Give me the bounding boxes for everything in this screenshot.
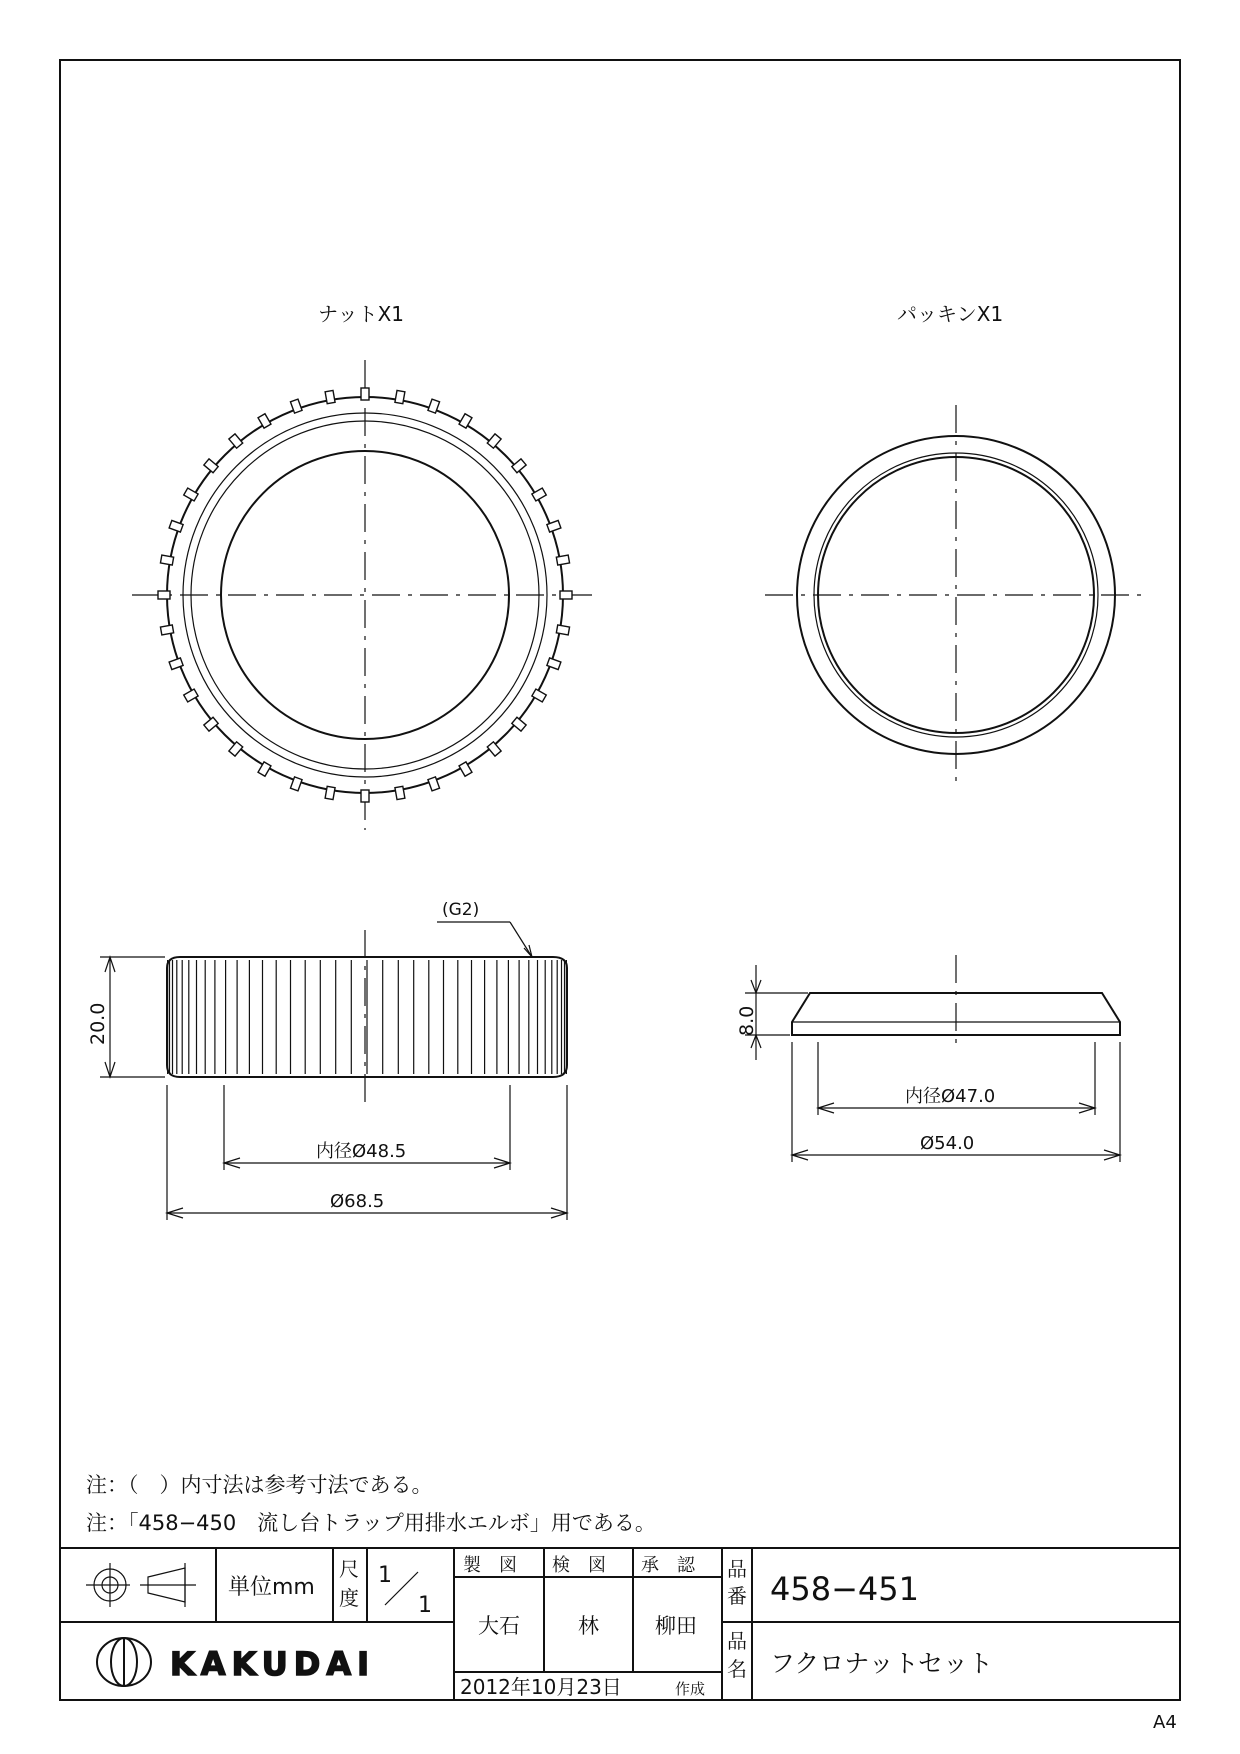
nut-ribs bbox=[168, 960, 567, 1074]
part-number: 458−451 bbox=[770, 1570, 919, 1608]
brand-name: KAKUDAI bbox=[170, 1645, 376, 1683]
scale-denominator: 1 bbox=[418, 1593, 432, 1618]
checked-by: 林 bbox=[578, 1614, 599, 1638]
nut-tooth bbox=[204, 717, 218, 731]
nut-view-label: ナットX1 bbox=[318, 302, 405, 326]
approved-label: 承 認 bbox=[641, 1555, 695, 1576]
scale-numerator: 1 bbox=[378, 1563, 392, 1588]
nut-tooth bbox=[556, 625, 569, 635]
nut-tooth bbox=[532, 689, 546, 702]
nut-tooth bbox=[258, 414, 271, 428]
nut-tooth bbox=[532, 488, 546, 501]
kakudai-logo-icon bbox=[97, 1638, 151, 1686]
packing-top-view bbox=[765, 405, 1148, 785]
nut-tooth bbox=[487, 742, 501, 756]
part-no-label-1: 品 bbox=[727, 1557, 747, 1581]
packing-height-dim: 8.0 bbox=[736, 1005, 758, 1036]
scale-label-2: 度 bbox=[339, 1586, 359, 1610]
nut-tooth bbox=[229, 742, 243, 756]
packing-inner-dim: 内径Ø47.0 bbox=[905, 1086, 996, 1107]
g2-label: (G2) bbox=[442, 900, 480, 920]
created-date: 2012年10月23日 bbox=[460, 1675, 622, 1699]
third-angle-projection-icon bbox=[86, 1563, 196, 1607]
nut-tooth bbox=[487, 434, 501, 448]
nut-inner-dim: 内径Ø48.5 bbox=[316, 1141, 407, 1162]
sheet-border bbox=[60, 60, 1180, 1700]
packing-inner-circle bbox=[818, 457, 1094, 733]
nut-tooth bbox=[325, 786, 335, 799]
nut-top-view bbox=[132, 360, 600, 830]
part-name-label-2: 名 bbox=[727, 1657, 747, 1681]
packing-outer-dim: Ø54.0 bbox=[920, 1133, 975, 1154]
nut-tooth bbox=[204, 459, 218, 473]
nut-tooth bbox=[459, 762, 472, 776]
nut-tooth bbox=[184, 488, 198, 501]
drawn-label: 製 図 bbox=[463, 1555, 517, 1576]
packing-view-label: パッキンX1 bbox=[897, 302, 1004, 326]
nut-tooth bbox=[361, 388, 369, 400]
checked-label: 検 図 bbox=[552, 1555, 606, 1576]
nut-tooth bbox=[512, 459, 526, 473]
nut-tooth bbox=[361, 790, 369, 802]
drawn-by: 大石 bbox=[478, 1614, 520, 1638]
created-label: 作成 bbox=[675, 1680, 706, 1698]
nut-side-view bbox=[100, 922, 567, 1220]
nut-tooth bbox=[229, 434, 243, 448]
nut-tooth bbox=[512, 717, 526, 731]
nut-tooth bbox=[160, 625, 173, 635]
approved-by: 柳田 bbox=[655, 1614, 697, 1638]
nut-tooth bbox=[184, 689, 198, 702]
sheet-size: A4 bbox=[1153, 1712, 1177, 1733]
nut-tooth bbox=[160, 555, 173, 565]
nut-tooth bbox=[325, 390, 335, 403]
scale-label-1: 尺 bbox=[339, 1557, 359, 1581]
note-2: 注：「458−450 流し台トラップ用排水エルボ」用である。 bbox=[86, 1511, 656, 1535]
part-name: フクロナットセット bbox=[770, 1649, 994, 1678]
note-1: 注：（ ）内寸法は参考寸法である。 bbox=[86, 1473, 433, 1497]
nut-tooth bbox=[556, 555, 569, 565]
nut-height-dim: 20.0 bbox=[87, 1002, 109, 1045]
part-name-label-1: 品 bbox=[727, 1629, 747, 1653]
unit-label: 単位mm bbox=[228, 1575, 315, 1600]
nut-tooth bbox=[560, 591, 572, 599]
nut-tooth bbox=[395, 786, 405, 799]
nut-tooth bbox=[158, 591, 170, 599]
nut-tooth bbox=[258, 762, 271, 776]
part-no-label-2: 番 bbox=[727, 1584, 747, 1608]
nut-tooth bbox=[459, 414, 472, 428]
nut-outer-dim: Ø68.5 bbox=[330, 1191, 385, 1212]
packing-side-view bbox=[745, 955, 1120, 1162]
nut-tooth bbox=[395, 390, 405, 403]
